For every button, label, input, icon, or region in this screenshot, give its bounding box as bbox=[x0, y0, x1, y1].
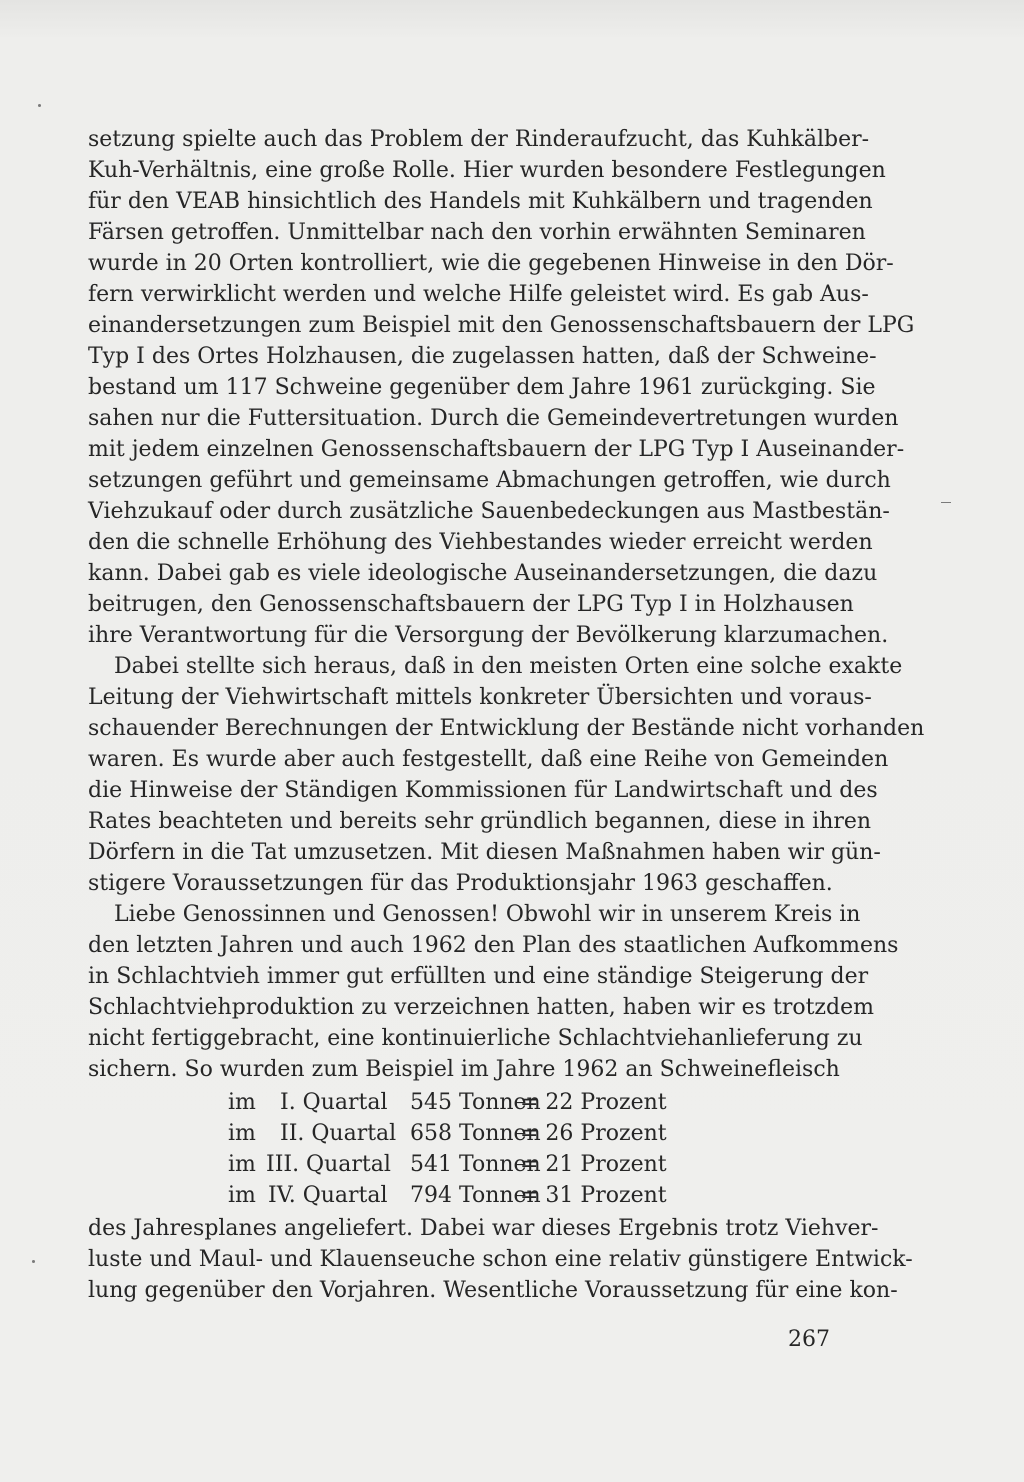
text-line: kann. Dabei gab es viele ideologische Auseinandersetzungen, die dazu bbox=[88, 561, 878, 586]
scan-speck bbox=[32, 1260, 35, 1263]
text-line: die Hinweise der Ständigen Kommissionen für Landwirtschaft und des bbox=[88, 778, 878, 803]
text-line: ihre Verantwortung für die Versorgung der Bevölkerung klarzumachen. bbox=[88, 623, 889, 648]
text-line: luste und Maul- und Klauenseuche schon eine relativ günstigere Entwick- bbox=[88, 1247, 913, 1272]
text-line: sahen nur die Futtersituation. Durch die Gemeindevertretungen wurden bbox=[88, 406, 899, 431]
scan-speck bbox=[38, 104, 41, 107]
text-line: Leitung der Viehwirtschaft mittels konkreter Übersichten und voraus- bbox=[88, 685, 872, 710]
text-line: setzung spielte auch das Problem der Rinderaufzucht, das Kuhkälber- bbox=[88, 127, 870, 152]
text-line: einandersetzungen zum Beispiel mit den Genossenschaftsbauern der LPG bbox=[88, 313, 915, 338]
text-line: Dörfern in die Tat umzusetzen. Mit diesen Maßnahmen haben wir gün- bbox=[88, 840, 881, 865]
quarter-tons: 794 Tonnen bbox=[410, 1183, 541, 1208]
text-line: sichern. So wurden zum Beispiel im Jahre 1962 an Schweinefleisch bbox=[88, 1057, 840, 1082]
text-line: Färsen getroffen. Unmittelbar nach den vorhin erwähnten Seminaren bbox=[88, 220, 866, 245]
text-line: beitrugen, den Genossenschaftsbauern der LPG Typ I in Holzhausen bbox=[88, 592, 854, 617]
text-line: den die schnelle Erhöhung des Viehbestandes wieder erreicht werden bbox=[88, 530, 873, 555]
quarter-tons: 541 Tonnen bbox=[410, 1152, 541, 1177]
text-line: Schlachtviehproduktion zu verzeichnen hatten, haben wir es trotzdem bbox=[88, 995, 874, 1020]
quarter-prefix: im bbox=[228, 1090, 256, 1115]
text-line: setzungen geführt und gemeinsame Abmachungen getroffen, wie durch bbox=[88, 468, 891, 493]
text-line: stigere Voraussetzungen für das Produktionsjahr 1963 geschaffen. bbox=[88, 871, 833, 896]
text-line: Kuh-Verhältnis, eine große Rolle. Hier wurden besondere Festlegungen bbox=[88, 158, 886, 183]
text-line: in Schlachtvieh immer gut erfüllten und eine ständige Steigerung der bbox=[88, 964, 869, 989]
text-line: den letzten Jahren und auch 1962 den Plan des staatlichen Aufkommens bbox=[88, 933, 899, 958]
text-line: für den VEAB hinsichtlich des Handels mit Kuhkälbern und tragenden bbox=[88, 189, 873, 214]
quarter-percent: = 26 Prozent bbox=[520, 1121, 667, 1146]
quarter-label: III. Quartal bbox=[266, 1152, 391, 1177]
text-line: nicht fertiggebracht, eine kontinuierliche Schlachtviehanlieferung zu bbox=[88, 1026, 863, 1051]
text-line: bestand um 117 Schweine gegenüber dem Jahre 1961 zurückging. Sie bbox=[88, 375, 876, 400]
quarter-prefix: im bbox=[228, 1152, 256, 1177]
quarter-percent: = 21 Prozent bbox=[520, 1152, 667, 1177]
text-line: Viehzukauf oder durch zusätzliche Sauenbedeckungen aus Mastbestän- bbox=[88, 499, 890, 524]
quarter-label: IV. Quartal bbox=[268, 1183, 388, 1208]
text-line: wurde in 20 Orten kontrolliert, wie die gegebenen Hinweise in den Dör- bbox=[88, 251, 894, 276]
quarter-label: I. Quartal bbox=[280, 1090, 388, 1115]
quarter-percent: = 31 Prozent bbox=[520, 1183, 667, 1208]
text-line: des Jahresplanes angeliefert. Dabei war dieses Ergebnis trotz Viehver- bbox=[88, 1216, 879, 1241]
text-line: Dabei stellte sich heraus, daß in den meisten Orten eine solche exakte bbox=[114, 654, 903, 679]
quarter-prefix: im bbox=[228, 1121, 256, 1146]
scan-speck bbox=[941, 502, 951, 503]
text-line: Rates beachteten und bereits sehr gründlich begannen, diese in ihren bbox=[88, 809, 872, 834]
quarter-tons: 545 Tonnen bbox=[410, 1090, 541, 1115]
text-line: schauender Berechnungen der Entwicklung der Bestände nicht vorhanden bbox=[88, 716, 925, 741]
quarter-prefix: im bbox=[228, 1183, 256, 1208]
text-line: fern verwirklicht werden und welche Hilfe geleistet wird. Es gab Aus- bbox=[88, 282, 869, 307]
quarter-percent: = 22 Prozent bbox=[520, 1090, 667, 1115]
text-line: lung gegenüber den Vorjahren. Wesentliche Voraussetzung für eine kon- bbox=[88, 1278, 898, 1303]
text-line: mit jedem einzelnen Genossenschaftsbauern der LPG Typ I Auseinander- bbox=[88, 437, 905, 462]
page-number: 267 bbox=[788, 1327, 830, 1352]
quarter-label: II. Quartal bbox=[280, 1121, 397, 1146]
text-line: Typ I des Ortes Holzhausen, die zugelassen hatten, daß der Schweine- bbox=[88, 344, 877, 369]
text-line: Liebe Genossinnen und Genossen! Obwohl wir in unserem Kreis in bbox=[114, 902, 861, 927]
quarter-tons: 658 Tonnen bbox=[410, 1121, 541, 1146]
text-line: waren. Es wurde aber auch festgestellt, daß eine Reihe von Gemeinden bbox=[88, 747, 889, 772]
